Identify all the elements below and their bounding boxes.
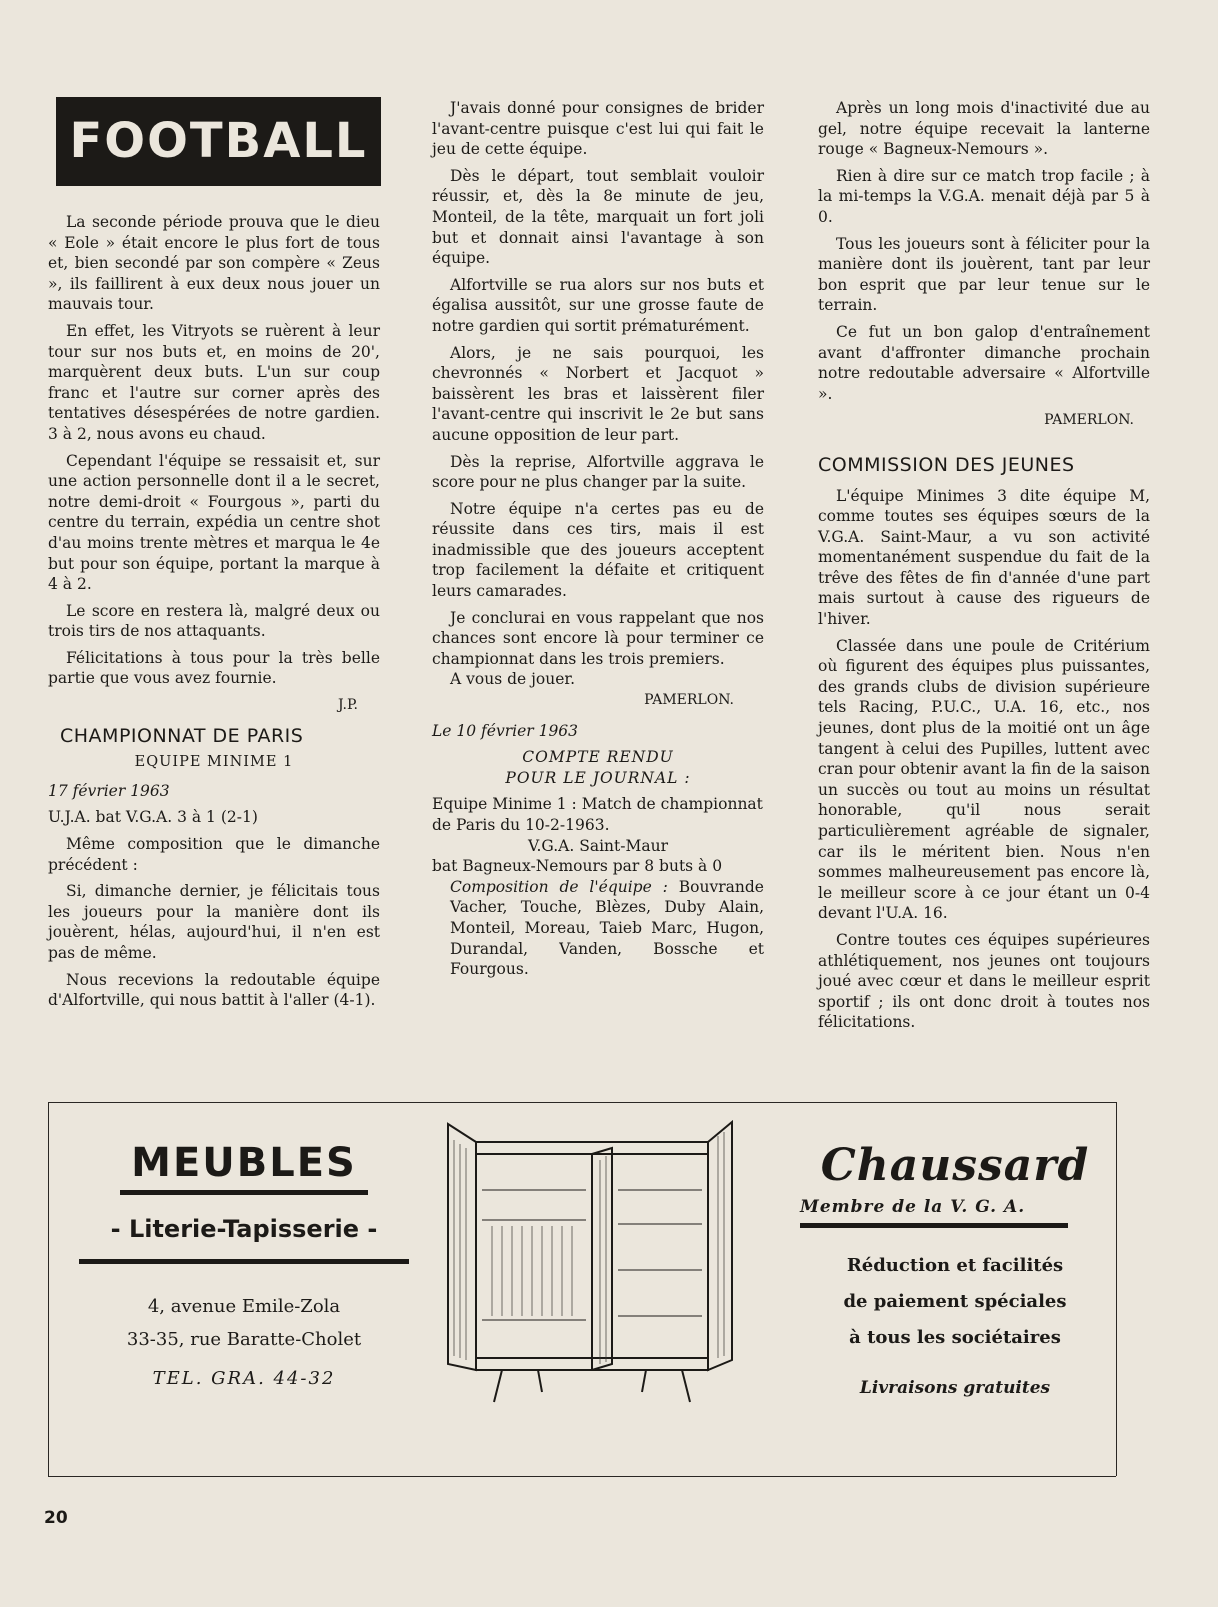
paragraph: Si, dimanche dernier, je félicitais tous les joueurs pour la manière dont ils jouèrent, hélas, aujourd'hui, il n'en est pas de même. [48,882,380,962]
paragraph: En effet, les Vitryots se ruèrent à leur tour sur nos buts et, en moins de 20', marquèrent deux buts. L'un sur coup franc et l'autre sur corner après des tentatives désespérées de notre gardien. 3 à 2, nous avons eu chaud. [48,321,380,443]
match-result: U.J.A. bat V.G.A. 3 à 1 (2-1) [48,808,258,827]
paragraph: Dès le départ, tout semblait vouloir réussir, et, dès la 8e minute de jeu, Monteil, de la tête, marquait un fort joli but et donnait ainsi l'avantage à son équipe. [432,166,764,268]
paragraph: Je conclurai en vous rappelant que nos chances sont encore là pour terminer ce championnat dans les trois premiers. [432,608,764,668]
signature: J.P. [337,697,358,714]
report-date: Le 10 février 1963 [432,721,579,740]
closing-line: A vous de jouer. [450,670,576,689]
wardrobe-illustration [442,1120,742,1410]
paragraph: La seconde période prouva que le dieu « Eole » était encore le plus fort de tous et, bien secondé par son compère « Zeus », ils faillirent à eux deux nous jouer un mauvais tour. [48,213,380,314]
meubles-ad [64,1140,424,1389]
composition-label: Composition de l'équipe : [450,877,668,896]
paragraph: Classée dans une poule de Critérium où figurent des équipes plus puissantes, des grands clubs de division supérieure tels Racing, P.U.C., U.A. 16, etc., nos jeunes, dont plus de la moitié ont un âge tangent à celui des Pupilles, luttent avec cran pour obtenir avant la fin de la saison un succès ou tout au moins un résultat honorable, qu'il nous serait particulièrement agréable de signaler, car ils le méritent bien. Nous n'en sommes malheureusement pas encore là, le meilleur score à ce jour étant un 0-4 devant l'U.A. 16. [818,636,1150,923]
report-title-line-1: COMPTE RENDU [522,748,674,767]
delivery-line: Livraisons gratuites [859,1378,1051,1398]
paragraph: Rien à dire sur ce match trop facile ; à la mi-temps la V.G.A. menait déjà par 5 à 0. [818,166,1150,226]
column-1-body [48,212,380,1011]
divider [79,1259,409,1264]
address [64,1290,424,1356]
paragraph: Alors, je ne sais pourquoi, les chevronnés « Norbert et Jacquot » baissèrent les bras et laissèrent filer l'avant-centre qui inscrivit le 2e but sans aucune opposition de leur part. [432,343,764,444]
report-title-line-2: POUR LE JOURNAL : [505,768,691,787]
divider [120,1190,368,1195]
meubles-title: MEUBLES [131,1140,357,1186]
ad-border-left [48,1102,49,1476]
ad-border-bottom [48,1476,1116,1477]
ad-border-top [48,1102,1116,1103]
paragraph: Ce fut un bon galop d'entraînement avant d'affronter dimanche prochain notre redoutable adversaire « Alfortville ». [818,322,1150,403]
offer-line-3: à tous les sociétaires [849,1327,1061,1348]
composition-players: Bouvrande Vacher, Touche, Blèzes, Duby Alain, Monteil, Moreau, Taieb Marc, Hugon, Durandal, Vanden, Bossche et Fourgous. [450,877,764,979]
signature: PAMERLON. [644,692,734,709]
match-date: 17 février 1963 [48,781,170,800]
ad-border-right [1116,1102,1117,1476]
offer-line-2: de paiement spéciales [843,1291,1067,1312]
match-score: bat Bagneux-Nemours par 8 buts à 0 [432,857,723,876]
chaussard-title: Chaussard [820,1140,1090,1191]
paragraph: Félicitations à tous pour la très belle partie que vous avez fournie. [48,648,380,688]
paragraph: Tous les joueurs sont à féliciter pour la manière dont ils jouèrent, tant par leur bon esprit que par leur tenue sur le terrain. [818,234,1150,315]
paragraph: Dès la reprise, Alfortville aggrava le score pour ne plus changer par la suite. [432,452,764,492]
paragraph: J'avais donné pour consignes de brider l'avant-centre puisque c'est lui qui fait le jeu de cette équipe. [432,99,764,159]
offer-line-1: Réduction et facilités [846,1255,1064,1276]
page-number: 20 [44,1508,68,1528]
section-title: CHAMPIONNAT DE PARIS [60,724,304,747]
paragraph: Cependant l'équipe se ressaisit et, sur une action personnelle dont il a le secret, notre demi-droit « Fourgous », parti du centre du terrain, expédia un centre shot d'au moins trente mètres et marqua le 4e but pour son équipe, portant la marque à 4 à 2. [48,451,380,594]
paragraph: Le score en restera là, malgré deux ou trois tirs de nos attaquants. [48,601,380,641]
address-line-1: 4, avenue Emile-Zola [147,1296,341,1317]
composition [432,877,764,980]
section-title: COMMISSION DES JEUNES [818,453,1075,476]
section-subtitle: EQUIPE MINIME 1 [134,754,294,771]
signature: PAMERLON. [1044,412,1134,429]
literie-subtitle: - Literie-Tapisserie - [110,1215,378,1243]
address-line-2: 33-35, rue Baratte-Cholet [126,1329,362,1350]
paragraph: Nous recevions la redoutable équipe d'Alfortville, qui nous battit à l'aller (4-1). [48,970,380,1010]
paragraph: Alfortville se rua alors sur nos buts et égalisa aussitôt, sur une grosse faute de notre gardien qui sortit prématurément. [432,275,764,335]
paragraph: Après un long mois d'inactivité due au gel, notre équipe recevait la lanterne rouge « Bagneux-Nemours ». [818,99,1150,159]
match-description: Equipe Minime 1 : Match de championnat de Paris du 10-2-1963. [432,795,763,834]
paragraph: L'équipe Minimes 3 dite équipe M, comme toutes ses équipes sœurs de la V.G.A. Saint-Maur, a vu son activité momentanément suspendue du fait de la trêve des fêtes de fin d'année d'une part mais surtout à cause des rigueurs de l'hiver. [818,486,1150,629]
membership-line: Membre de la V. G. A. [800,1197,1026,1217]
paragraph: Même composition que le dimanche précédent : [48,835,380,874]
column-2 [432,98,764,986]
paragraph: Notre équipe n'a certes pas eu de réussite dans ces tirs, mais il est inadmissible que des joueurs acceptent trop facilement la défaite et critiquent leurs camarades. [432,499,764,601]
paragraph: Contre toutes ces équipes supérieures athlétiquement, nos jeunes ont toujours joué avec cœur et dans le meilleur esprit sportif ; ils ont donc droit à toutes nos félicitations. [818,930,1150,1032]
chaussard-ad [800,1140,1110,1398]
divider [800,1223,1068,1228]
column-1 [48,98,380,1017]
offer-text [800,1248,1110,1356]
football-header: FOOTBALL [56,97,381,186]
telephone: TEL. GRA. 44-32 [152,1368,336,1389]
column-3 [818,98,1150,1039]
team-name: V.G.A. Saint-Maur [528,836,668,855]
